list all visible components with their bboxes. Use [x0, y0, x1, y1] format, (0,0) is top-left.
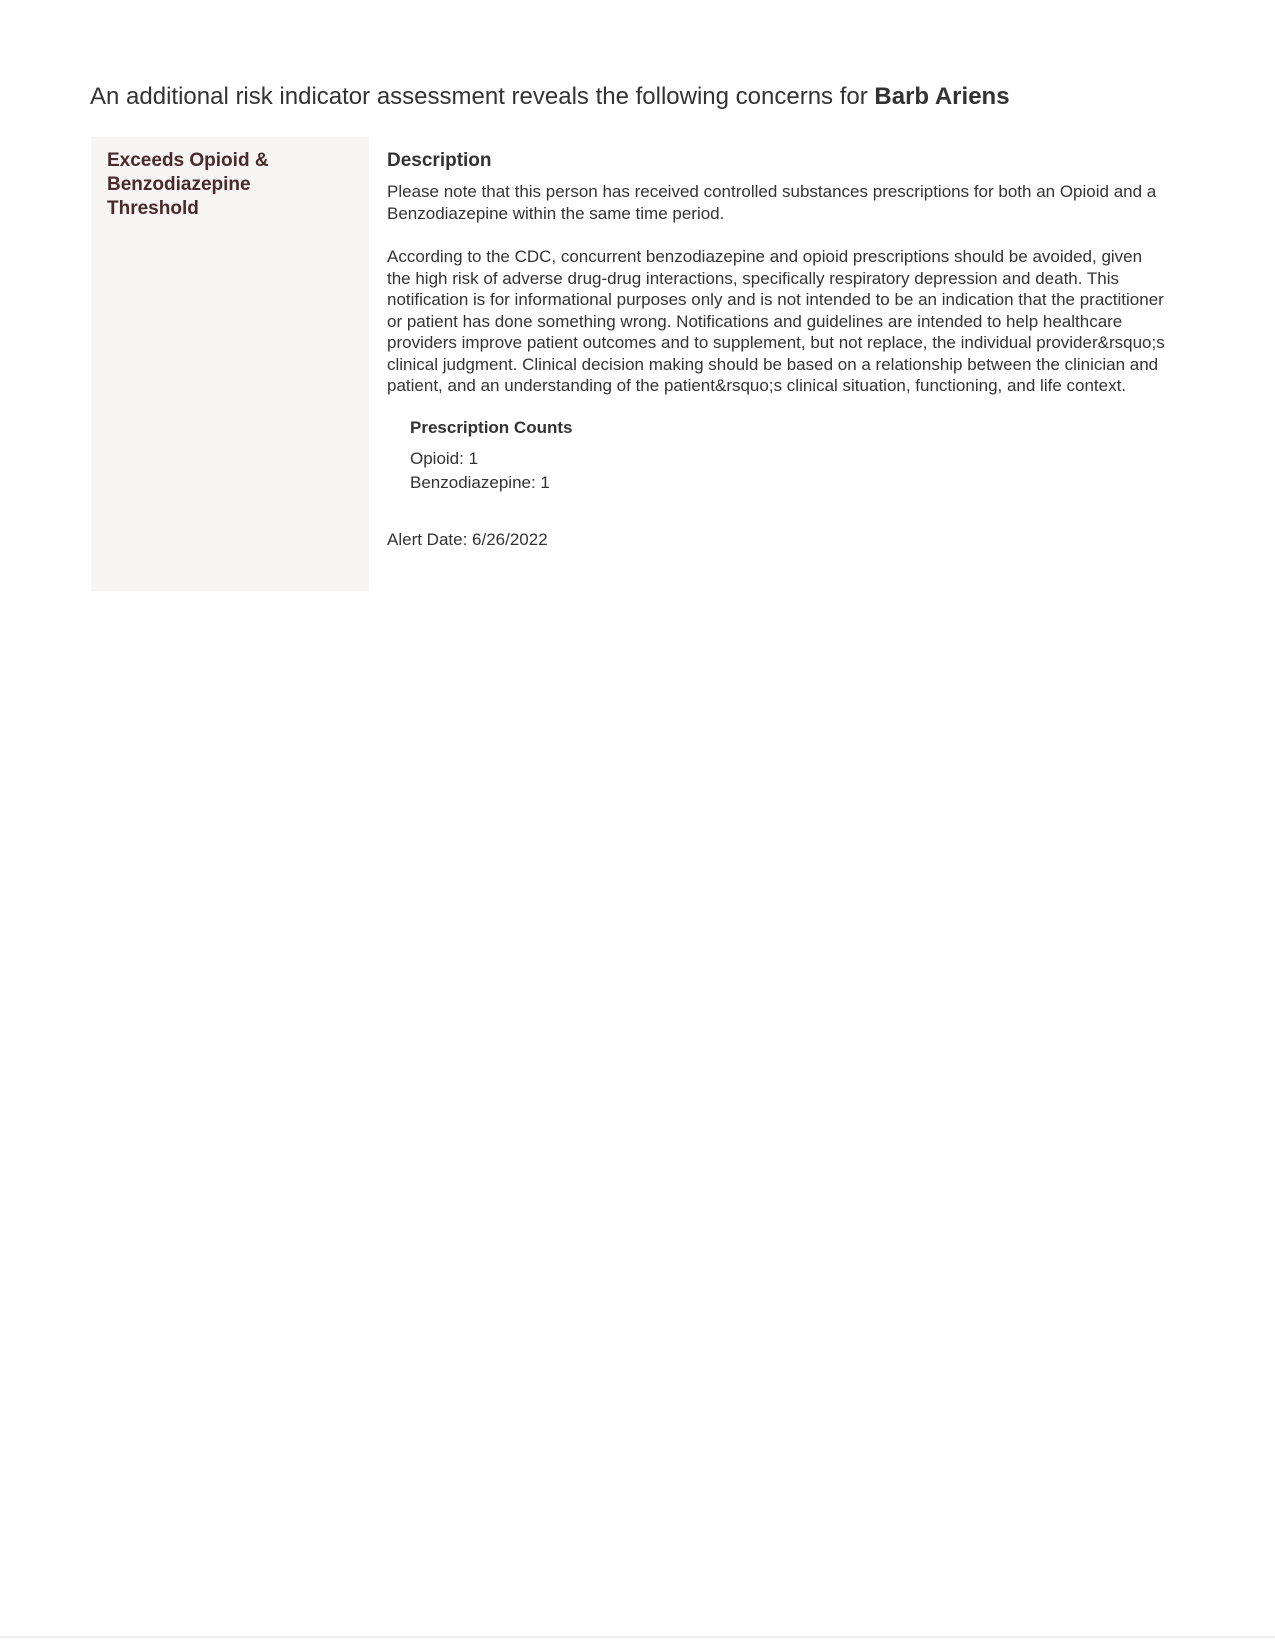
alert-type-panel	[91, 137, 369, 591]
alert-type-title: Exceeds Opioid & Benzodiazepine Threshold	[107, 150, 269, 219]
prescription-counts-heading: Prescription Counts	[410, 417, 573, 437]
headline-intro: An additional risk indicator assessment reveals the following concerns for	[90, 83, 875, 110]
description-paragraph: According to the CDC, concurrent benzodiazepine and opioid prescriptions should be avoided, given the high risk of adverse drug-drug interactions, specifically respiratory depression and death. This notification is for informational purposes only and is not intended to be an indication that the practitioner or patient has done something wrong. Notifications and guidelines are intended to help healthcare providers improve patient outcomes and to supplement, but not replace, the individual provider&rsquo;s clinical judgment. Clinical decision making should be based on a relationship between the clinician and patient, and an understanding of the patient&rsquo;s clinical situation, functioning, and life context.	[387, 247, 1165, 395]
description-heading: Description	[387, 150, 492, 171]
opioid-count: Opioid: 1	[410, 448, 479, 468]
description-paragraph: Please note that this person has received controlled substances prescriptions for both an Opioid and a Benzodiazepine within the same time period.	[387, 182, 1157, 223]
page-bottom-edge	[0, 1636, 1275, 1638]
alert-details	[387, 149, 1167, 551]
prescription-counts	[410, 417, 1167, 495]
alert-date: Alert Date: 6/26/2022	[387, 529, 548, 549]
benzodiazepine-count: Benzodiazepine: 1	[410, 472, 550, 492]
patient-name: Barb Ariens	[874, 83, 1010, 110]
page-headline	[90, 82, 1230, 112]
